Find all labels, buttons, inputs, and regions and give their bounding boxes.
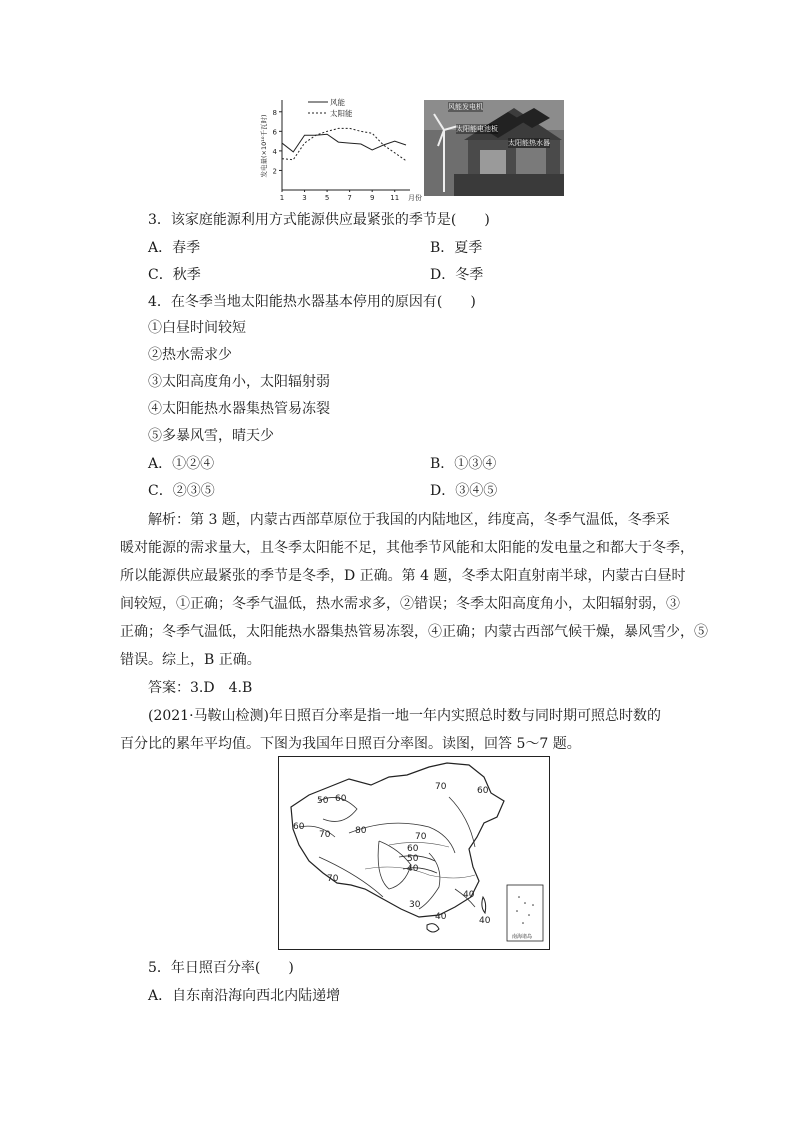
x-tick-label: 9 <box>369 194 375 202</box>
x-tick-label: 5 <box>324 194 330 202</box>
q4-option-b: B．①③④ <box>430 456 497 472</box>
contour-label: 70 <box>415 832 427 842</box>
q4-item-4: ④太阳能热水器集热管易冻裂 <box>148 401 330 417</box>
y-tick-label: 4 <box>272 147 277 156</box>
inset-label: 南海诸岛 <box>512 934 533 940</box>
contour-label: 60 <box>293 822 305 832</box>
analysis-line: 所以能源供应最紧张的季节是冬季，D 正确。第 4 题，冬季太阳直射南半球，内蒙古白昼时 <box>120 568 686 584</box>
q3-option-d: D．冬季 <box>430 267 484 283</box>
house-energy-photo <box>424 100 564 196</box>
q4-option-d: D．③④⑤ <box>430 483 498 499</box>
analysis-line: 正确；冬季气温低，太阳能热水器集热管易冻裂，④正确；内蒙古西部气候干燥，暴风雪少，⑤ <box>120 624 708 640</box>
photo-label-heater: 太阳能热水器 <box>508 139 550 147</box>
x-tick-label: 11 <box>390 194 400 202</box>
q4-item-1: ①白昼时间较短 <box>148 320 246 336</box>
contour-label: 60 <box>477 786 489 796</box>
power-generation-chart <box>256 94 422 204</box>
y-tick-label: 8 <box>272 108 277 117</box>
q4-option-a: A．①②④ <box>148 456 215 472</box>
photo-label-wind: 风能发电机 <box>448 103 483 111</box>
q4-stem: 4．在冬季当地太阳能热水器基本停用的原因有( ) <box>148 294 476 310</box>
analysis-line: 解析：第 3 题，内蒙古西部草原位于我国的内陆地区，纬度高，冬季气温低，冬季采 <box>148 512 670 528</box>
y-tick-label: 6 <box>272 128 277 137</box>
q4-item-5: ⑤多暴风雪，晴天少 <box>148 428 274 444</box>
analysis-line: 间较短，①正确；冬季气温低，热水需求多，②错误；冬季太阳高度角小，太阳辐射弱，③ <box>120 596 680 612</box>
contour-label: 70 <box>319 830 331 840</box>
answer-line: 答案：3.D 4.B <box>148 680 253 696</box>
q3-stem: 3．该家庭能源利用方式能源供应最紧张的季节是( ) <box>148 212 490 228</box>
x-tick-label: 1 <box>279 194 285 202</box>
y-tick-label: 2 <box>272 167 277 176</box>
contour-label: 40 <box>407 864 419 874</box>
legend-label: 风能 <box>330 98 345 107</box>
x-tick-label: 7 <box>347 194 352 202</box>
q4-item-2: ②热水需求少 <box>148 347 232 363</box>
contour-label: 50 <box>317 796 329 806</box>
analysis-line: 错误。综上，B 正确。 <box>120 652 261 668</box>
q3-option-b: B．夏季 <box>430 240 483 256</box>
q5-stem: 5．年日照百分率( ) <box>148 960 294 976</box>
contour-label: 60 <box>407 844 419 854</box>
intro-line: (2021·马鞍山检测)年日照百分率是指一地一年内实照总时数与同时期可照总时数的 <box>148 708 662 724</box>
x-unit-label: 月份 <box>408 194 422 202</box>
contour-label: 60 <box>335 794 347 804</box>
contour-label: 80 <box>355 826 367 836</box>
q4-option-c: C．②③⑤ <box>148 483 215 499</box>
contour-label: 50 <box>407 854 419 864</box>
contour-label: 70 <box>327 874 339 884</box>
q3-option-c: C．秋季 <box>148 267 201 283</box>
intro-line: 百分比的累年平均值。下图为我国年日照百分率图。读图，回答 5～7 题。 <box>120 736 581 752</box>
analysis-line: 暖对能源的需求量大，且冬季太阳能不足，其他季节风能和太阳能的发电量之和都大于冬季， <box>120 540 694 556</box>
contour-label: 40 <box>435 912 447 922</box>
contour-label: 40 <box>463 890 475 900</box>
x-tick-label: 3 <box>302 194 307 202</box>
y-axis-label: 发电量(×10¹⁰千瓦时) <box>260 114 268 178</box>
south-china-sea-inset <box>507 885 543 941</box>
q3-option-a: A．春季 <box>148 240 201 256</box>
china-sunshine-map <box>278 756 550 950</box>
contour-label: 70 <box>435 782 447 792</box>
q4-item-3: ③太阳高度角小，太阳辐射弱 <box>148 374 330 390</box>
q5-option-a: A．自东南沿海向西北内陆递增 <box>148 988 341 1004</box>
contour-label: 40 <box>479 916 491 926</box>
photo-label-panel: 太阳能电池板 <box>456 125 498 133</box>
contour-label: 30 <box>409 900 421 910</box>
series-line-2 <box>282 128 406 160</box>
legend-label: 太阳能 <box>330 109 353 118</box>
